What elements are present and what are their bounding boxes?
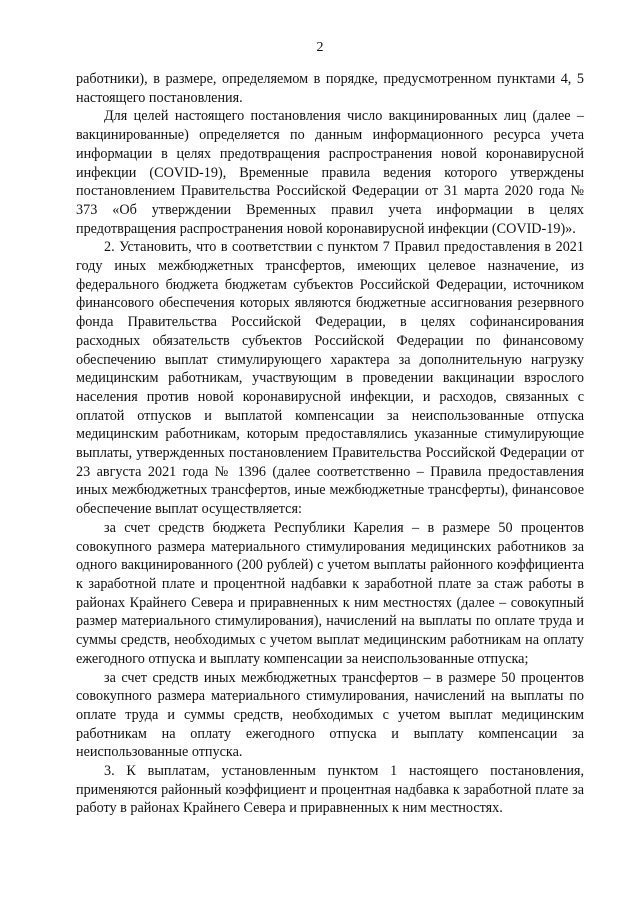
paragraph-item-2: 2. Установить, что в соответствии с пунктом 7 Правил предоставления в 2021 году иных межбюджетных трансфертов, имеющих целевое назначение, из федерального бюджета бюджетам субъектов Российской Федерации, источником финансового обеспечения которых являются бюджетные ассигнования резервного фонда Правительства Российской Федерации, в целях софинансирования расходных обязательств субъектов Российской Федерации по финансовому обеспечению выплат стимулирующего характера за дополнительную нагрузку медицинским работникам, участвующим в проведении вакцинации взрослого населения против новой коронавирусной инфекции, и расходов, связанных с оплатой отпусков и выплатой компенсации за неиспользованные отпуска медицинским работникам, которым предоставлялись указанные стимулирующие выплаты, утвержденных постановлением Правительства Российской Федерации от 23 августа 2021 года № 1396 (далее соответственно – Правила предоставления иных межбюджетных трансфертов, иные межбюджетные трансферты), финансовое обеспечение выплат осуществляется: xyxy=(76,239,584,518)
paragraph-continuation: работники), в размере, определяемом в порядке, предусмотренном пунктами 4, 5 настоящего постановления. xyxy=(76,71,584,106)
document-body xyxy=(76,70,584,818)
page-number: 2 xyxy=(316,40,324,55)
paragraph-regional-budget: за счет средств бюджета Республики Карелия – в размере 50 процентов совокупного размера материального стимулирования медицинских работников за одного вакцинированного (200 рублей) с учетом выплаты районного коэффициента к заработной плате и процентной надбавки к заработной плате за стаж работы в районах Крайнего Севера и приравненных к ним местностях (далее – совокупный размер материального стимулирования), начислений на выплаты по оплате труда и суммы средств, необходимых с учетом выплат медицинским работникам на оплату ежегодного отпуска и выплату компенсации за неиспользованные отпуска; xyxy=(76,519,584,667)
paragraph-item-3: 3. К выплатам, установленным пунктом 1 настоящего постановления, применяются районный коэффициент и процентная надбавка к заработной плате за работу в районах Крайнего Севера и приравненных к ним местностях. xyxy=(76,763,584,817)
paragraph-vaccinated-definition: Для целей настоящего постановления число вакцинированных лиц (далее – вакцинированные) определяется по данным информационного ресурса учета информации в целях предотвращения распространения новой коронавирусной инфекции (COVID-19), Временные правила ведения которого утверждены постановлением Правительства Российской Федерации от 31 марта 2020 года № 373 «Об утверждении Временных правил учета информации в целях предотвращения распространения новой коронавирусной инфекции (COVID-19)». xyxy=(76,108,584,237)
paragraph-interbudget-transfers: за счет средств иных межбюджетных трансфертов – в размере 50 процентов совокупного размера материального стимулирования, начислений на выплаты по оплате труда и суммы средств, необходимых с учетом выплат медицинским работникам на оплату ежегодного отпуска и выплату компенсации за неиспользованные отпуска. xyxy=(76,669,584,761)
